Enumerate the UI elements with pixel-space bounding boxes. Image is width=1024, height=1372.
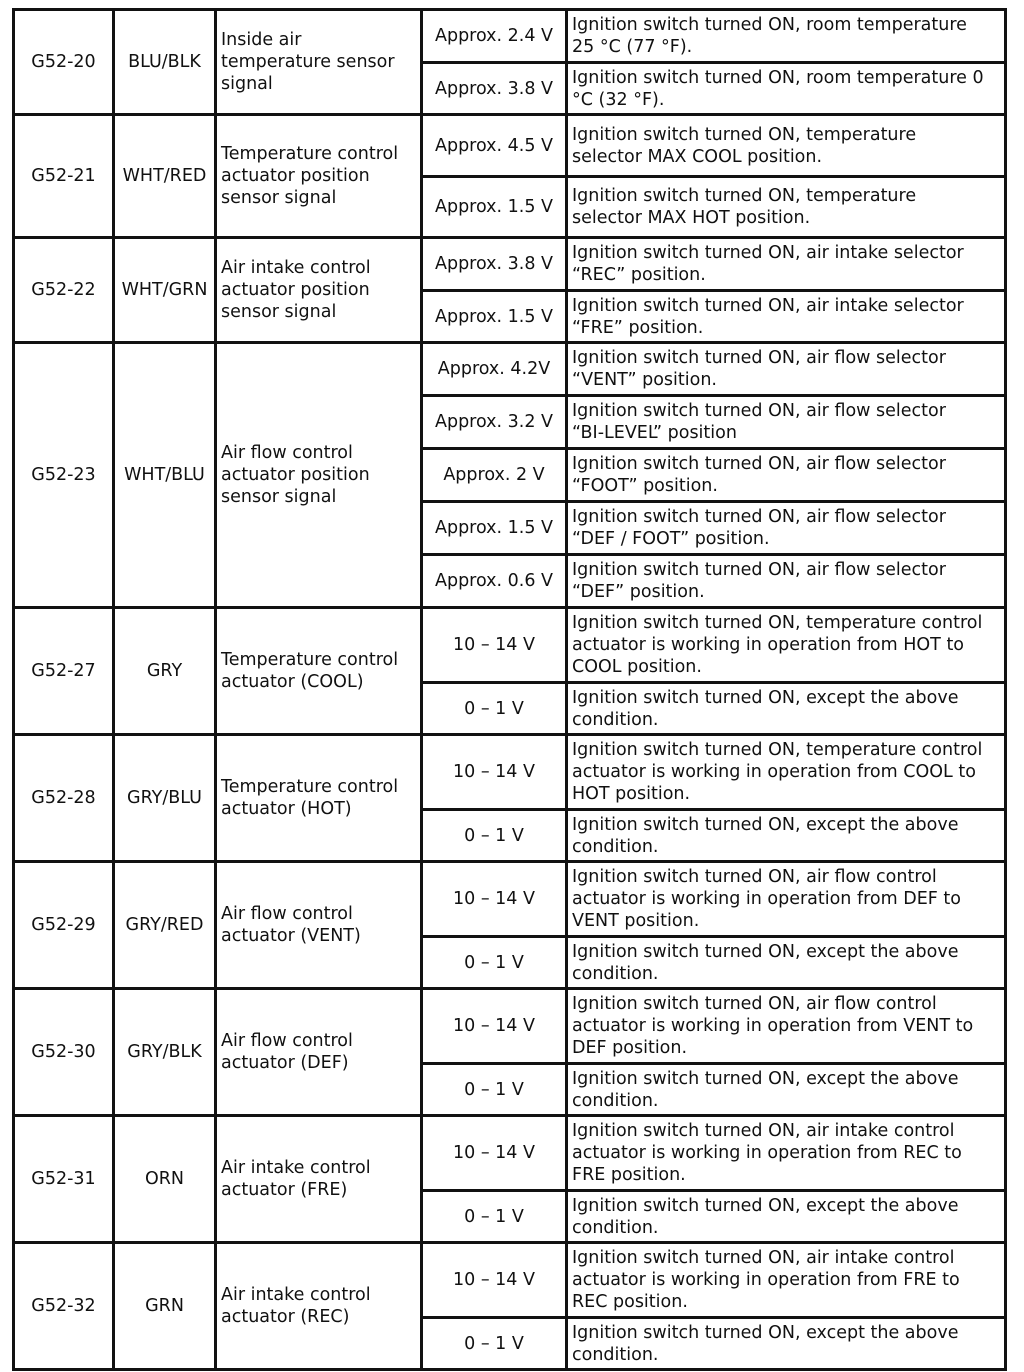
condition-cell [567,396,1006,449]
condition-line: actuator is working in operation from FRE to [572,1270,960,1290]
description-line: actuator (COOL) [221,672,364,692]
wire-color-cell: GRY [114,608,216,735]
specification-cell: 0 – 1 V [422,1191,567,1243]
description-line: Temperature control [221,777,399,797]
wire-color-cell: GRY/BLU [114,735,216,862]
condition-line: FRE position. [572,1165,686,1185]
condition-line: selector MAX COOL position. [572,146,823,167]
description-cell [216,238,422,343]
wire-color-cell: WHT/RED [114,115,216,238]
condition-cell [567,177,1006,238]
description-line: sensor signal [221,302,337,322]
wire-color-cell: WHT/GRN [114,238,216,343]
description-line: Air flow control [221,443,353,463]
condition-cell [567,502,1006,555]
condition-line: actuator is working in operation from VENT to [572,1016,974,1036]
condition-cell [567,1064,1006,1116]
description-cell [216,115,422,238]
specification-cell: 10 – 14 V [422,1243,567,1318]
condition-line: condition. [572,836,659,857]
description-cell [216,10,422,115]
description-cell [216,989,422,1116]
condition-line: °C (32 °F). [572,89,665,110]
condition-cell [567,10,1006,63]
condition-cell [567,555,1006,608]
description-cell [216,608,422,735]
description-line: actuator (VENT) [221,926,361,946]
condition-line: “DEF / FOOT” position. [572,529,770,549]
description-cell [216,1243,422,1370]
terminal-spec-body [14,10,1006,1370]
condition-line: Ignition switch turned ON, temperature control [572,613,983,633]
description-line: Inside air [221,30,302,50]
wire-color-cell: ORN [114,1116,216,1243]
condition-cell [567,1191,1006,1243]
table-row [14,989,1006,1064]
condition-line: Ignition switch turned ON, air flow selector [572,454,946,474]
description-line: signal [221,74,273,94]
table-row [14,608,1006,683]
specification-cell: Approx. 3.8 V [422,63,567,115]
description-cell [216,735,422,862]
condition-cell [567,608,1006,683]
condition-line: Ignition switch turned ON, air flow selector [572,507,946,527]
terminal-cell: G52-29 [14,862,114,989]
specification-cell: 0 – 1 V [422,683,567,735]
condition-line: Ignition switch turned ON, air flow control [572,994,937,1014]
wire-color-cell: GRY/BLK [114,989,216,1116]
terminal-cell: G52-20 [14,10,114,115]
terminal-cell: G52-21 [14,115,114,238]
table-row [14,1243,1006,1318]
specification-cell: Approx. 3.2 V [422,396,567,449]
table-row [14,343,1006,396]
condition-line: Ignition switch turned ON, air flow control [572,867,937,887]
specification-cell: 0 – 1 V [422,1318,567,1370]
condition-line: Ignition switch turned ON, air flow selector [572,560,946,580]
wire-color-cell: GRN [114,1243,216,1370]
condition-cell [567,862,1006,937]
terminal-cell: G52-27 [14,608,114,735]
description-line: Air flow control [221,904,353,924]
condition-cell [567,449,1006,502]
condition-cell [567,989,1006,1064]
condition-line: Ignition switch turned ON, except the above [572,1195,959,1216]
condition-line: Ignition switch turned ON, temperature control [572,740,983,760]
condition-line: condition. [572,963,659,984]
description-line: Air intake control [221,1158,371,1178]
condition-line: DEF position. [572,1038,688,1058]
terminal-cell: G52-28 [14,735,114,862]
description-line: temperature sensor [221,52,395,72]
specification-cell: 10 – 14 V [422,1116,567,1191]
specification-cell: Approx. 3.8 V [422,238,567,291]
specification-cell: 10 – 14 V [422,735,567,810]
specification-cell: Approx. 1.5 V [422,291,567,343]
condition-line: Ignition switch turned ON, except the above [572,1068,959,1089]
description-line: actuator (REC) [221,1307,350,1327]
condition-line: actuator is working in operation from COOL to [572,762,976,782]
condition-line: VENT position. [572,911,700,931]
table-row [14,10,1006,63]
wire-color-cell: GRY/RED [114,862,216,989]
table-row [14,735,1006,810]
terminal-cell: G52-30 [14,989,114,1116]
description-cell [216,343,422,608]
wire-color-cell: WHT/BLU [114,343,216,608]
condition-cell [567,810,1006,862]
description-line: Air intake control [221,258,371,278]
condition-line: REC position. [572,1292,688,1312]
condition-line: Ignition switch turned ON, air intake control [572,1121,955,1141]
terminal-spec-table [12,8,1007,1371]
condition-cell [567,937,1006,989]
specification-cell: Approx. 2 V [422,449,567,502]
specification-cell: 10 – 14 V [422,862,567,937]
condition-line: Ignition switch turned ON, except the above [572,814,959,835]
wire-color-cell: BLU/BLK [114,10,216,115]
condition-line: selector MAX HOT position. [572,208,811,228]
condition-cell [567,238,1006,291]
terminal-cell: G52-31 [14,1116,114,1243]
description-line: Air intake control [221,1285,371,1305]
condition-cell [567,1116,1006,1191]
condition-line: “FRE” position. [572,317,704,338]
condition-cell [567,735,1006,810]
condition-line: Ignition switch turned ON, air flow selector [572,348,946,368]
condition-cell [567,683,1006,735]
description-cell [216,862,422,989]
specification-cell: 0 – 1 V [422,937,567,989]
specification-cell: Approx. 1.5 V [422,177,567,238]
description-line: actuator (HOT) [221,799,352,819]
description-line: sensor signal [221,188,337,208]
condition-line: Ignition switch turned ON, except the above [572,941,959,962]
condition-line: “BI-LEVEL” position [572,423,737,443]
table-row [14,1116,1006,1191]
description-line: sensor signal [221,487,337,507]
condition-line: Ignition switch turned ON, temperature [572,186,917,206]
table-row [14,115,1006,177]
condition-line: COOL position. [572,657,702,677]
specification-cell: Approx. 4.5 V [422,115,567,177]
condition-line: actuator is working in operation from HOT to [572,635,965,655]
specification-cell: Approx. 0.6 V [422,555,567,608]
description-line: Air flow control [221,1031,353,1051]
description-line: Temperature control [221,650,399,670]
specification-cell: 0 – 1 V [422,1064,567,1116]
condition-cell [567,1243,1006,1318]
terminal-cell: G52-23 [14,343,114,608]
description-line: Temperature control [221,144,399,164]
specification-cell: Approx. 1.5 V [422,502,567,555]
condition-line: HOT position. [572,784,691,804]
condition-line: Ignition switch turned ON, air flow selector [572,401,946,421]
description-line: actuator position [221,166,370,186]
terminal-cell: G52-22 [14,238,114,343]
condition-line: 25 °C (77 °F). [572,37,693,57]
specification-cell: 10 – 14 V [422,608,567,683]
condition-line: Ignition switch turned ON, air intake selector [572,243,964,263]
condition-line: “FOOT” position. [572,476,718,496]
terminal-cell: G52-32 [14,1243,114,1370]
condition-cell [567,63,1006,115]
description-line: actuator position [221,280,370,300]
condition-line: actuator is working in operation from REC to [572,1143,962,1163]
condition-line: “VENT” position. [572,370,717,390]
condition-line: condition. [572,1344,659,1365]
specification-cell: Approx. 4.2V [422,343,567,396]
condition-line: Ignition switch turned ON, except the above [572,687,959,708]
condition-line: Ignition switch turned ON, air intake selector [572,295,964,316]
condition-cell [567,343,1006,396]
condition-line: “DEF” position. [572,582,705,602]
condition-line: Ignition switch turned ON, except the above [572,1322,959,1343]
specification-cell: Approx. 2.4 V [422,10,567,63]
condition-line: condition. [572,1217,659,1238]
specification-cell: 0 – 1 V [422,810,567,862]
description-line: actuator position [221,465,370,485]
condition-cell [567,115,1006,177]
description-line: actuator (FRE) [221,1180,348,1200]
condition-line: Ignition switch turned ON, temperature [572,124,917,145]
condition-cell [567,1318,1006,1370]
table-row [14,862,1006,937]
condition-line: Ignition switch turned ON, room temperature [572,15,967,35]
condition-line: actuator is working in operation from DEF to [572,889,961,909]
condition-cell [567,291,1006,343]
condition-line: condition. [572,709,659,730]
table-row [14,238,1006,291]
description-line: actuator (DEF) [221,1053,349,1073]
condition-line: Ignition switch turned ON, air intake control [572,1248,955,1268]
condition-line: Ignition switch turned ON, room temperature 0 [572,67,984,88]
specification-cell: 10 – 14 V [422,989,567,1064]
description-cell [216,1116,422,1243]
condition-line: “REC” position. [572,265,706,285]
condition-line: condition. [572,1090,659,1111]
